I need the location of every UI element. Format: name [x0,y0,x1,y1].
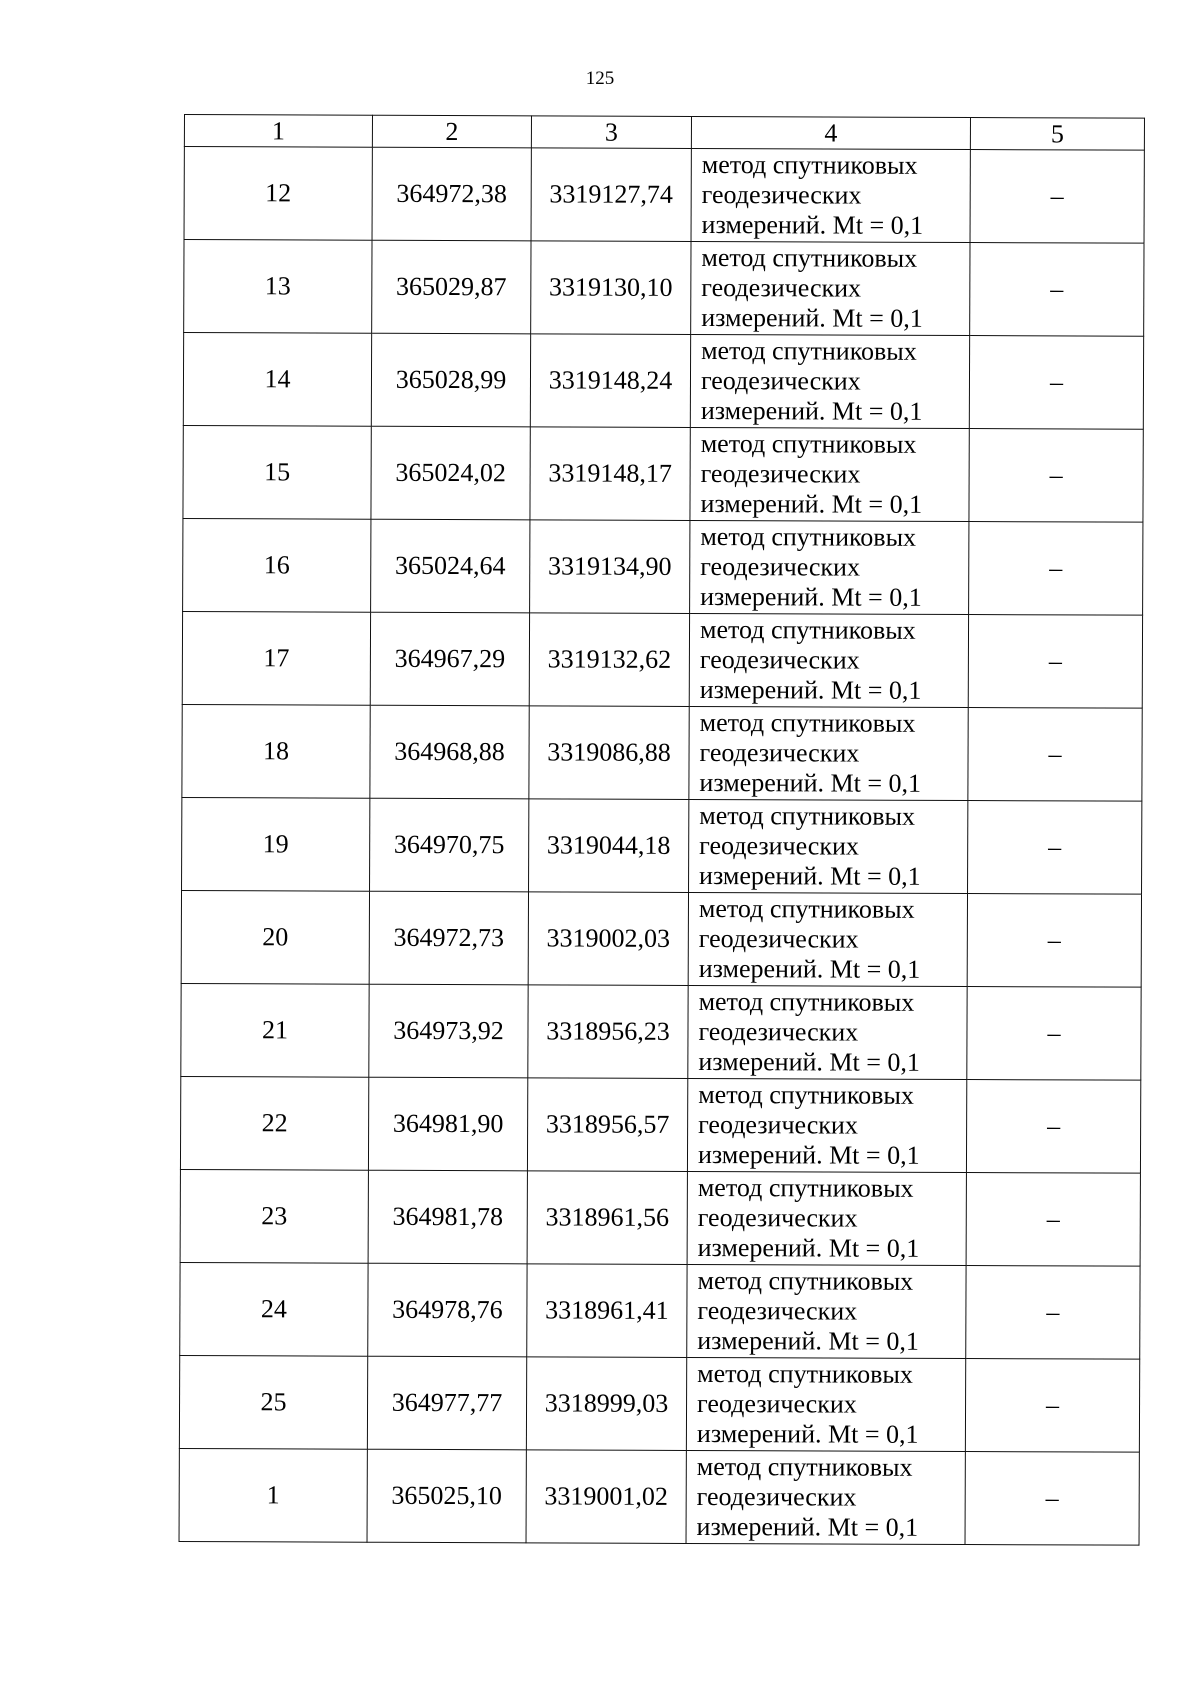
method-line: измерений. Mt = 0,1 [699,674,922,705]
method-line: метод спутниковых [699,800,916,831]
table-row [181,983,1141,1080]
table-row [179,1448,1139,1545]
method-line: измерений. Mt = 0,1 [700,395,923,426]
coordinate-y-cell: 3319044,18 [529,799,689,893]
coordinate-y-cell: 3319001,02 [526,1450,686,1544]
method-line: измерений. Mt = 0,1 [700,488,923,519]
coordinate-x-cell: 364968,88 [370,705,529,799]
coordinate-x-cell: 364972,38 [372,147,531,241]
method-line: метод спутниковых [698,893,915,924]
point-number-cell: 24 [180,1262,368,1356]
method-line: измерений. Mt = 0,1 [697,1139,920,1170]
coordinate-x-cell: 365024,64 [371,519,530,613]
coordinate-x-cell: 364970,75 [370,798,529,892]
coordinate-x-cell: 365025,10 [367,1449,526,1543]
method-line: измерений. Mt = 0,1 [696,1511,919,1542]
coordinates-table [179,114,1145,1546]
coordinate-y-cell: 3318961,56 [527,1171,687,1265]
note-cell: – [968,615,1142,709]
column-header-1: 1 [184,115,372,148]
method-line: метод спутниковых [698,1079,914,1110]
method-cell [687,1171,966,1265]
method-line: метод спутниковых [701,149,918,180]
column-header-2: 2 [372,115,531,148]
method-line: измерений. Mt = 0,1 [699,860,921,891]
coordinate-x-cell: 364973,92 [369,984,528,1078]
method-line: геодезических [699,737,860,768]
note-cell: – [965,1359,1139,1453]
method-line: геодезических [700,551,861,582]
note-cell: – [970,243,1144,337]
coordinate-x-cell: 364972,73 [369,891,528,985]
column-header-3: 3 [531,116,691,149]
method-line: измерений. Mt = 0,1 [699,767,922,798]
note-cell: – [969,522,1143,616]
note-cell: – [968,708,1142,802]
table-row [183,425,1143,522]
coordinate-y-cell: 3319002,03 [528,892,688,986]
point-number-cell: 14 [183,333,371,427]
method-line: измерений. Mt = 0,1 [701,209,924,240]
method-cell [686,1450,965,1544]
method-cell [687,1264,966,1358]
method-line: измерений. Mt = 0,1 [696,1418,919,1449]
table-row [182,797,1142,894]
coordinate-y-cell: 3319148,17 [530,427,690,521]
method-cell [691,241,970,335]
method-line: геодезических [698,1109,858,1140]
note-cell: – [969,336,1143,430]
point-number-cell: 22 [180,1076,368,1170]
method-line: измерений. Mt = 0,1 [697,1232,920,1263]
table-row [179,1355,1139,1452]
method-line: геодезических [696,1481,857,1512]
method-line: геодезических [698,923,859,954]
method-line: измерений. Mt = 0,1 [698,1046,921,1077]
coordinate-y-cell: 3319148,24 [530,334,690,428]
table-row [184,147,1144,244]
method-cell [688,892,967,986]
point-number-cell: 13 [184,240,372,334]
method-line: метод спутниковых [698,986,915,1017]
note-cell: – [968,801,1142,895]
point-number-cell: 21 [181,983,369,1077]
method-line: измерений. Mt = 0,1 [698,953,921,984]
method-line: геодезических [697,1295,858,1326]
point-number-cell: 20 [181,890,369,984]
method-line: метод спутниковых [696,1451,913,1482]
table-header-row [184,115,1144,151]
table-row [183,518,1143,615]
note-cell: – [966,1266,1140,1360]
method-cell [690,334,969,428]
coordinate-x-cell: 364981,78 [368,1170,527,1264]
method-cell [690,520,969,614]
table-row [180,1262,1140,1359]
coordinate-x-cell: 364978,76 [368,1263,527,1357]
method-line: геодезических [699,644,860,675]
coordinate-x-cell: 364981,90 [368,1077,527,1171]
point-number-cell: 18 [182,704,370,798]
coordinate-y-cell: 3319130,10 [531,241,691,335]
note-cell: – [967,987,1141,1081]
note-cell: – [967,894,1141,988]
method-line: геодезических [700,365,861,396]
coordinate-y-cell: 3319134,90 [530,520,690,614]
method-line: измерений. Mt = 0,1 [700,581,922,612]
table-row [181,890,1141,987]
point-number-cell: 16 [183,518,371,612]
method-line: геодезических [697,1202,858,1233]
method-line: метод спутниковых [699,614,916,645]
coordinate-x-cell: 365029,87 [372,240,531,334]
coordinate-y-cell: 3318961,41 [527,1264,687,1358]
table-row [180,1169,1140,1266]
method-line: метод спутниковых [699,707,916,738]
column-header-5: 5 [970,118,1144,151]
point-number-cell: 17 [182,611,370,705]
method-cell [690,427,969,521]
note-cell: – [970,150,1144,244]
method-line: измерений. Mt = 0,1 [701,302,923,333]
method-line: метод спутниковых [701,242,918,273]
coordinate-x-cell: 365024,02 [371,426,530,520]
note-cell: – [966,1080,1140,1174]
note-cell: – [969,429,1143,523]
method-line: геодезических [696,1388,857,1419]
method-cell [689,799,968,893]
coordinate-x-cell: 365028,99 [371,333,530,427]
coordinate-x-cell: 364977,77 [367,1356,526,1450]
table-row [182,611,1142,708]
point-number-cell: 25 [179,1355,367,1449]
method-cell [686,1357,965,1451]
table-row [184,240,1144,337]
method-line: метод спутниковых [697,1265,914,1296]
coordinate-y-cell: 3319132,62 [529,613,689,707]
page-number: 125 [585,68,615,89]
point-number-cell: 19 [182,797,370,891]
method-line: геодезических [700,458,861,489]
point-number-cell: 15 [183,425,371,519]
method-line: метод спутниковых [701,335,917,366]
method-cell [688,985,967,1079]
method-cell [689,613,968,707]
method-cell [687,1078,966,1172]
coordinate-x-cell: 364967,29 [370,612,529,706]
method-line: метод спутниковых [700,521,917,552]
method-line: геодезических [699,830,859,861]
table-row [183,333,1143,430]
method-cell [689,706,968,800]
point-number-cell: 23 [180,1169,368,1263]
method-line: метод спутниковых [700,428,917,459]
method-cell [691,148,970,242]
coordinate-y-cell: 3318999,03 [526,1357,686,1451]
table-row [182,704,1142,801]
note-cell: – [966,1173,1140,1267]
table-body [179,147,1144,1546]
point-number-cell: 1 [179,1448,367,1542]
coordinate-y-cell: 3319127,74 [531,148,691,242]
coordinate-y-cell: 3318956,57 [527,1078,687,1172]
method-line: геодезических [701,179,862,210]
method-line: геодезических [701,272,862,303]
coordinate-y-cell: 3318956,23 [528,985,688,1079]
method-line: метод спутниковых [697,1358,913,1389]
method-line: измерений. Mt = 0,1 [697,1325,919,1356]
table-row [180,1076,1140,1173]
column-header-4: 4 [691,116,970,149]
coordinate-y-cell: 3319086,88 [529,706,689,800]
method-line: метод спутниковых [697,1172,914,1203]
note-cell: – [965,1452,1139,1546]
method-line: геодезических [698,1016,859,1047]
point-number-cell: 12 [184,147,372,241]
